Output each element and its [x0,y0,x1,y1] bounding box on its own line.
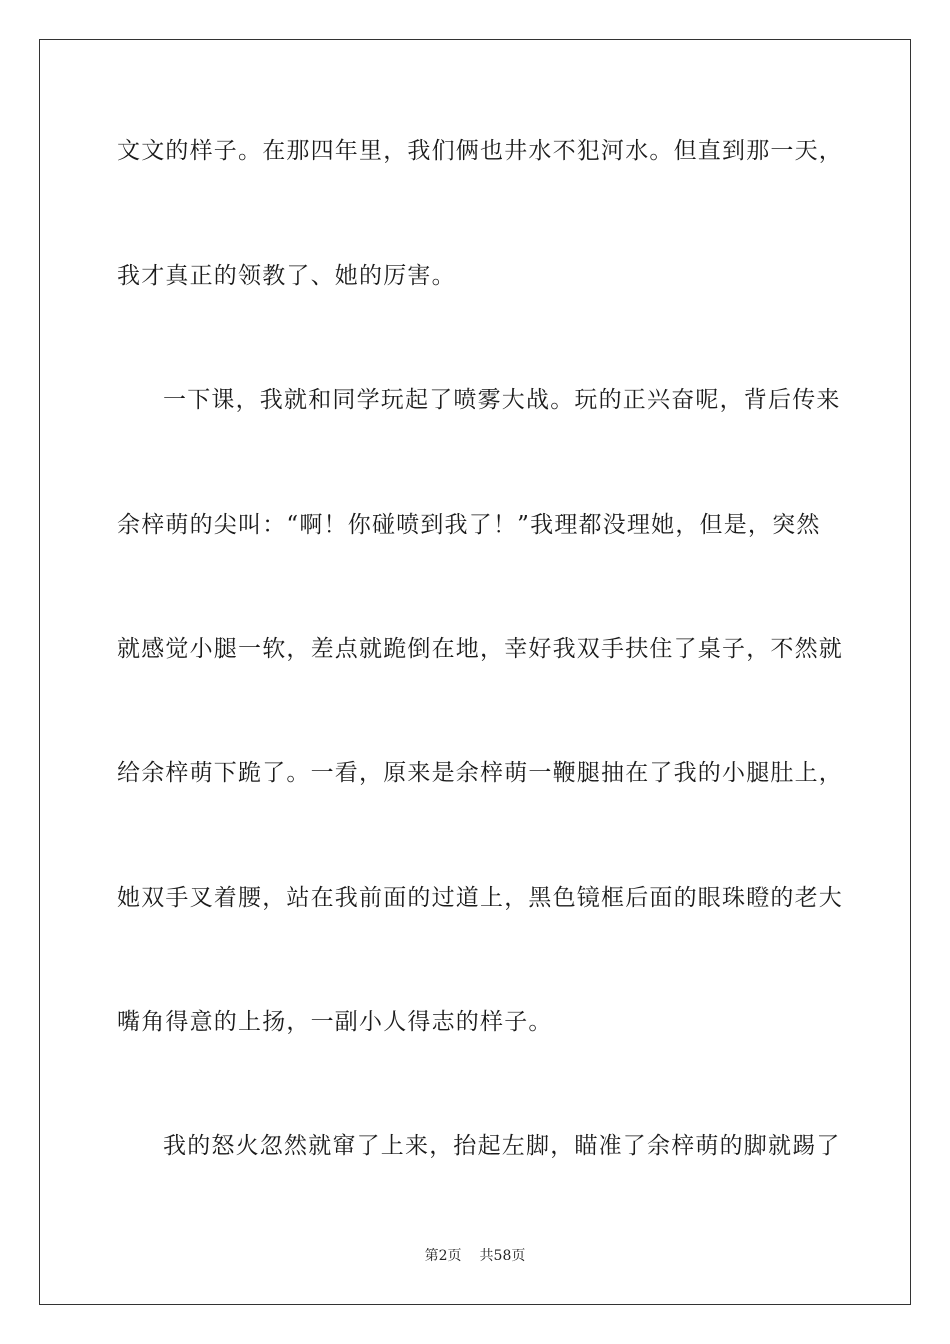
page-footer [0,1246,950,1266]
page-total: 共58页 [479,1248,526,1264]
text-line: 给余梓萌下跪了。一看，原来是余梓萌一鞭腿抽在了我的小腿肚上， [117,760,843,786]
text-line: 嘴角得意的上扬，一副小人得志的样子。 [117,1009,553,1035]
text-line: 余梓萌的尖叫：“啊！你碰喷到我了！”我理都没理她，但是，突然 [117,512,821,538]
text-line: 就感觉小腿一软，差点就跪倒在地，幸好我双手扶住了桌子，不然就 [117,636,843,662]
text-line: 她双手叉着腰，站在我前面的过道上，黑色镜框后面的眼珠瞪的老大 [117,885,843,911]
text-line: 文文的样子。在那四年里，我们俩也井水不犯河水。但直到那一天， [117,138,843,164]
text-line: 我才真正的领教了、她的厉害。 [117,263,456,289]
paragraph-first-line: 一下课，我就和同学玩起了喷雾大战。玩的正兴奋呢，背后传来 [163,387,841,413]
page-number: 第2页 [424,1248,462,1264]
paragraph-first-line: 我的怒火忽然就窜了上来，抬起左脚，瞄准了余梓萌的脚就踢了 [163,1133,841,1159]
page-border [39,39,911,1305]
